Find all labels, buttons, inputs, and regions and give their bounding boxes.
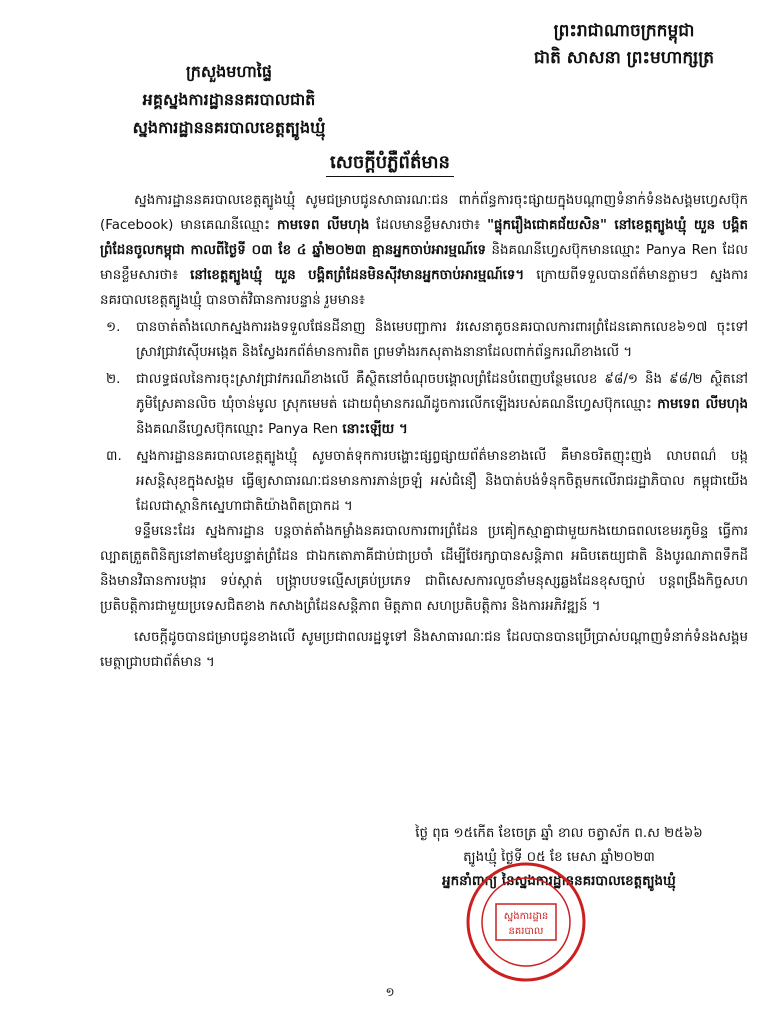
kingdom-header <box>514 18 734 72</box>
item-text <box>136 367 748 442</box>
additional-paragraph: ទន្ទឹមនេះដែរ ស្នងការដ្ឋាន បន្តចាត់តាំងកម្លាំងនគរបាលការពារព្រំដែន ប្រគៀកស្មាគ្នាជាមួយកងយោធពលខេមរភូមិន្ទ ធ្វើការល្បាតត្រួតពិនិត្យនៅតាមខ្សែបន្ទាត់ព្រំដែន ជាឯកតោភាគីជាប់ជាប្រចាំ ដើម្បីថែរក្សាបានសន្តិភាព អធិបតេយ្យជាតិ និងបូរណភាពទឹកដី និងមានវិធានការបង្ការ ទប់ស្កាត់ បង្ក្រាបបទល្មើសគ្រប់ប្រភេទ ជាពិសេសការលួចនាំមនុស្សឆ្លងដែនខុសច្បាប់ បន្តពង្រឹងកិច្ចសហប្រតិបត្តិការជាមួយប្រទេសជិតខាង កសាងព្រំដែនសន្តិភាព មិត្តភាព សហប្រតិបត្តិការ និងការអភិវឌ្ឍន៍ ។ <box>100 524 748 614</box>
intro-quote-2: នៅខេត្តត្បូងឃ្មុំ យួន បង្គិតព្រំដែនមិនស៊ីវមានអ្នកចាប់អារម្មណ៍ទេ។ <box>190 268 525 283</box>
list-item <box>100 315 748 365</box>
official-seal-icon <box>464 860 588 984</box>
signer-title: អ្នកនាំពាក្យ នៃស្នងការដ្ឋាននគរបាលខេត្តត្បូងឃ្មុំ <box>442 874 676 889</box>
item-text-part-1: ជាលទ្ធផលនៃការចុះស្រាវជ្រាវករណីខាងលើ គឺស្ថិតនៅចំណុចបង្គោលព្រំដែនបំពេញបន្ថែមលេខ ៩៨/១ និង ៩៨/២ ស្ថិតនៅភូមិស្រែគានលិច ឃុំចាន់មូល ស្រុកមេមត់ ដោយពុំមានករណីដូចការលើកឡើងរបស់គណនីហ្វេសប៊ុកឈ្មោះ <box>136 372 748 412</box>
national-motto: ជាតិ សាសនា ព្រះមហាក្សត្រ <box>533 48 715 68</box>
list-item <box>100 444 748 519</box>
seal-text-mid: នគរបាល <box>508 926 544 937</box>
item-number: ១. <box>106 320 121 335</box>
intro-text-3: និងគណនីហ្វេសប៊ុកមានឈ្មោះ Panya Ren ដែលមានខ្លឹមសារថា៖ <box>100 243 749 283</box>
intro-quote: "ផ្ទុករឿងជោគជ័យសិន" នៅខេត្តត្បូងឃ្មុំ យួន បង្គិតព្រំដែនចូលកម្ពុជា កាលពីថ្ងៃទី ០៣ ខែ ៤ ឆ្នាំ២០២៣ គ្មានអ្នកចាប់អារម្មណ៍ទេ <box>100 218 748 258</box>
intro-text-1: ស្នងការដ្ឋាននគរបាលខេត្តត្បូងឃ្មុំ សូមជម្រាបជូនសាធារណៈជន ពាក់ព័ន្ធការចុះផ្សាយក្នុងបណ្តាញទំនាក់ទំនងសង្គមហ្វេសប៊ុក (Facebook) មានគេណនីឈ្មោះ <box>100 193 748 233</box>
item-text: បានចាត់តាំងលោកស្នងការរងទទួលផែនដីនាញ និងមេបញ្ជាការ វរសេនាតូចនគរបាលការពារព្រំដែនគោកលេខ៦១៧ ចុះទៅស្រាវជ្រាវស៊ើបអង្កេត និងស្វែងរកព័ត៌មានការពិត ព្រមទាំងរកសុតាងនានាដែលពាក់ព័ន្ធករណីខាងលើ ។ <box>136 320 748 360</box>
document-title-text: សេចក្តីបំភ្លឺព័ត៌មាន <box>326 152 454 177</box>
seal-text-top: ស្នងការដ្ឋាន <box>503 911 549 922</box>
item-text: ស្នងការដ្ឋាននគរបាលខេត្តត្បូងឃ្មុំ សូមចាត់ទុកការបង្ហោះផ្សព្វផ្សាយព័ត៌មានខាងលើ គឺមានចរិតញុះញង់ លាបពណ៌ បង្កអសន្តិសុខក្នុងសង្គម ធ្វើឲ្យសាធារណៈជនមានការភាន់ច្រឡំ អស់ជំនឿ និងបាត់បង់ទំនុកចិត្តមកលើរាជរដ្ឋាភិបាល កម្ពុជាយើងដែលជាស្ថានិកស្នេហាជាតិយ៉ាងពិតប្រាកដ ។ <box>136 449 748 514</box>
ministry-line-1: ក្រសួងមហាផ្ទៃ <box>185 62 272 81</box>
intro-paragraph <box>100 188 748 313</box>
ministry-header <box>64 58 394 142</box>
ministry-line-3: ស្នងការដ្ឋាននគរបាលខេត្តត្បូងឃ្មុំ <box>132 118 326 137</box>
intro-name: កាមទេព លីមហុង <box>276 218 370 233</box>
lunar-date: ថ្ងៃ ពុធ ១៥កើត ខែចេត្រ ឆ្នាំ ខាល ចត្វាស័ក ព.ស ២៥៦៦ <box>415 826 703 841</box>
list-item <box>100 367 748 442</box>
document-title <box>0 150 780 177</box>
item-number: ៣. <box>106 449 122 464</box>
item-name: កាមទេព លីមហុង <box>657 397 749 412</box>
solar-date: ត្បូងឃ្មុំ ថ្ងៃទី ០៥ ខែ មេសា ឆ្នាំ២០២៣ <box>463 850 655 865</box>
kingdom-name: ព្រះរាជាណាចក្រកម្ពុជា <box>553 21 695 41</box>
item-text-part-2: និងគណនីហ្វេសប៊ុកឈ្មោះ Panya Ren <box>136 422 339 437</box>
item-text-end: នោះឡើយ ។ <box>342 422 408 437</box>
closing-paragraph: សេចក្តីដូចបានជម្រាបជូនខាងលើ សូមប្រជាពលរដ្ឋទូទៅ និងសាធារណៈជន ដែលបានបានប្រើប្រាស់បណ្តាញទំនាក់ទំនងសង្គម មេត្តាជ្រាបជាព័ត៌មាន ។ <box>100 630 748 670</box>
seal-inner-ring <box>482 878 570 966</box>
seal-outer-ring <box>468 864 584 980</box>
document-body <box>100 188 748 675</box>
measures-list <box>100 315 748 519</box>
item-number: ២. <box>106 372 121 387</box>
intro-text-4: ក្រោយពីទទួលបានព័ត៌មានភ្លាមៗ ស្នងការនគរបាលខេត្តត្បូងឃ្មុំ បានចាត់វិធានការបន្ទាន់ រួមមាន៖ <box>100 268 748 308</box>
ministry-line-2: អគ្គស្នងការដ្ឋាននគរបាលជាតិ <box>142 90 316 109</box>
intro-text-2: ដែលមានខ្លឹមសារថា៖ <box>376 218 481 233</box>
page-number: ១ <box>385 985 395 999</box>
